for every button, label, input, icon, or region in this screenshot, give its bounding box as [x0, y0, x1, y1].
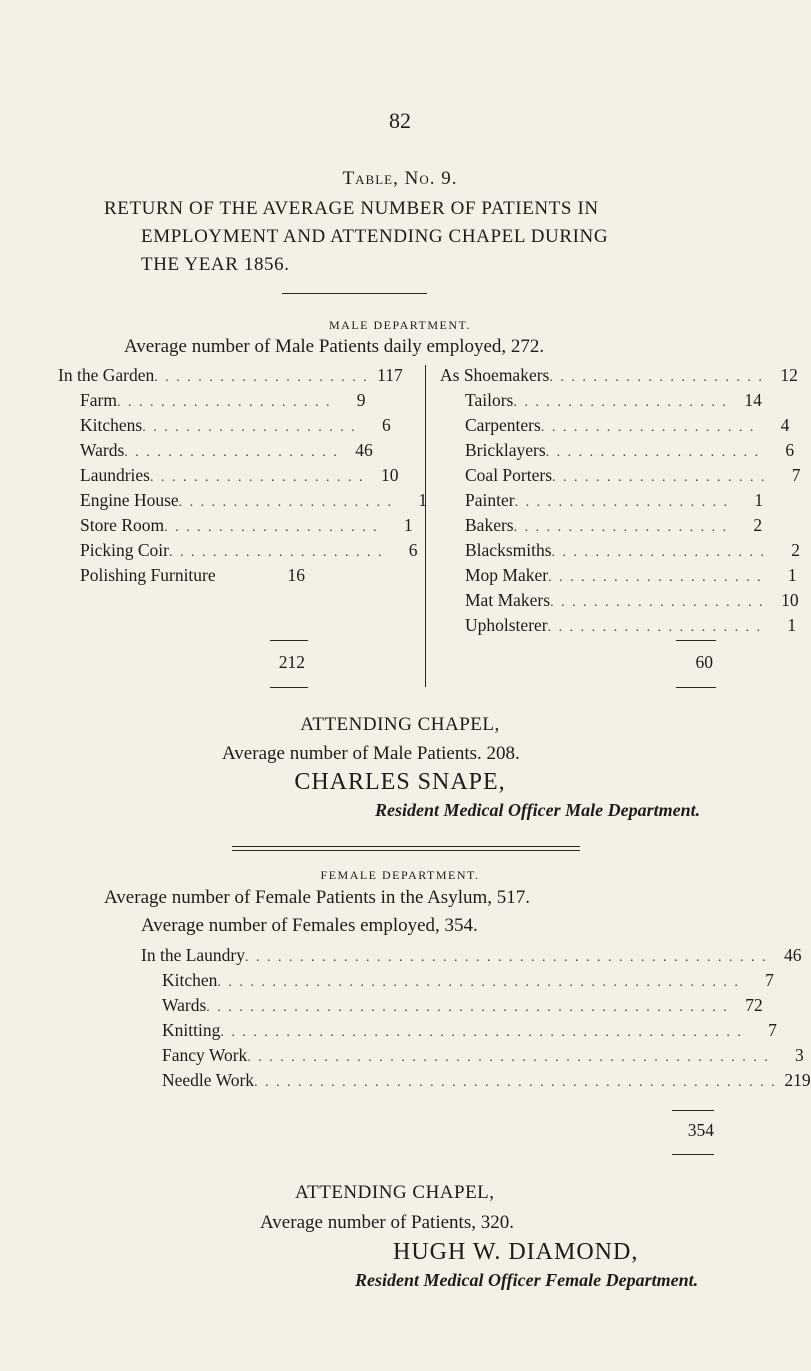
male-chapel-heading: ATTENDING CHAPEL,	[300, 714, 500, 735]
list-item: Knitting . . . . . . . . . . . . . . . . . . . . . . . . . . . . . . . . . . . . . . . . . . . . . . . . 7	[162, 1020, 777, 1040]
list-item: Farm . . . . . . . . . . . . . . . . . . . . 9	[80, 390, 366, 410]
list-item: Picking Coir . . . . . . . . . . . . . . . . . . . . 6	[80, 540, 418, 560]
total-rule	[676, 687, 716, 688]
section-divider	[232, 846, 580, 847]
total-rule	[270, 640, 308, 641]
female-officer-role: Resident Medical Officer Female Department.	[355, 1270, 699, 1290]
male-department-heading: MALE DEPARTMENT.	[329, 318, 471, 332]
list-item: Painter . . . . . . . . . . . . . . . . . . . . 1	[465, 490, 764, 510]
list-item: As Shoemakers . . . . . . . . . . . . . . . . . . . . 12	[440, 365, 798, 385]
list-item: Coal Porters . . . . . . . . . . . . . . . . . . . . 7	[465, 465, 801, 485]
list-item: Wards . . . . . . . . . . . . . . . . . . . . 46	[80, 440, 373, 460]
female-department-heading: FEMALE DEPARTMENT.	[320, 868, 480, 882]
list-item: Kitchen . . . . . . . . . . . . . . . . . . . . . . . . . . . . . . . . . . . . . . . . . . . . . . . . 7	[162, 970, 774, 990]
title-line-2: EMPLOYMENT AND ATTENDING CHAPEL DURING	[141, 226, 609, 247]
page-number: 82	[389, 108, 411, 133]
male-right-total: 60	[695, 652, 713, 672]
total-rule	[676, 640, 716, 641]
list-item: Engine House . . . . . . . . . . . . . . . . . . . . 1	[80, 490, 428, 510]
male-average-employed: Average number of Male Patients daily employed, 272.	[124, 336, 545, 357]
total-rule	[672, 1154, 714, 1155]
female-chapel-heading: ATTENDING CHAPEL,	[295, 1182, 495, 1203]
list-item: Mop Maker . . . . . . . . . . . . . . . . . . . . 1	[465, 565, 797, 585]
list-item: Fancy Work . . . . . . . . . . . . . . . . . . . . . . . . . . . . . . . . . . . . . . . . . . . . . . . . 3	[162, 1045, 804, 1065]
list-item: Wards . . . . . . . . . . . . . . . . . . . . . . . . . . . . . . . . . . . . . . . . . . . . . . . . 72	[162, 995, 763, 1015]
female-officer-name: HUGH W. DIAMOND,	[393, 1239, 639, 1265]
divider	[282, 293, 427, 294]
list-item: Upholsterer . . . . . . . . . . . . . . . . . . . . 1	[465, 615, 797, 635]
male-officer-name: CHARLES SNAPE,	[294, 769, 506, 795]
list-item: In the Laundry . . . . . . . . . . . . . . . . . . . . . . . . . . . . . . . . . . . . . . . . . . . . . . . . 46	[141, 945, 802, 965]
list-item: Polishing Furniture 16	[80, 565, 305, 585]
column-divider	[425, 365, 426, 687]
total-rule	[270, 687, 308, 688]
list-item: Store Room . . . . . . . . . . . . . . . . . . . . 1	[80, 515, 413, 535]
male-chapel-average: Average number of Male Patients. 208.	[222, 743, 520, 764]
female-chapel-average: Average number of Patients, 320.	[260, 1212, 514, 1233]
list-item: Mat Makers . . . . . . . . . . . . . . . . . . . . 10	[465, 590, 799, 610]
list-item: Carpenters . . . . . . . . . . . . . . . . . . . . 4	[465, 415, 790, 435]
table-label: Table, No. 9.	[342, 168, 458, 189]
list-item: Kitchens . . . . . . . . . . . . . . . . . . . . 6	[80, 415, 391, 435]
female-total: 354	[687, 1120, 714, 1140]
section-divider	[232, 850, 580, 851]
list-item: Laundries . . . . . . . . . . . . . . . . . . . . 10	[80, 465, 399, 485]
male-officer-role: Resident Medical Officer Male Department.	[375, 800, 701, 820]
list-item: Blacksmiths . . . . . . . . . . . . . . . . . . . . 2	[465, 540, 801, 560]
list-item: In the Garden . . . . . . . . . . . . . . . . . . . . 117	[58, 365, 403, 385]
title-line-1: RETURN OF THE AVERAGE NUMBER OF PATIENTS IN	[104, 198, 599, 219]
list-item: Bricklayers . . . . . . . . . . . . . . . . . . . . 6	[465, 440, 795, 460]
male-left-total: 212	[278, 652, 305, 672]
female-average-employed: Average number of Females employed, 354.	[141, 915, 478, 936]
list-item: Tailors . . . . . . . . . . . . . . . . . . . . 14	[465, 390, 762, 410]
title-line-3: THE YEAR 1856.	[141, 254, 290, 275]
list-item: Bakers . . . . . . . . . . . . . . . . . . . . 2	[465, 515, 763, 535]
list-item: Needle Work . . . . . . . . . . . . . . . . . . . . . . . . . . . . . . . . . . . . . . . . . . . . . . . . 219	[162, 1070, 811, 1090]
female-average-asylum: Average number of Female Patients in the Asylum, 517.	[104, 887, 531, 908]
total-rule	[672, 1110, 714, 1111]
